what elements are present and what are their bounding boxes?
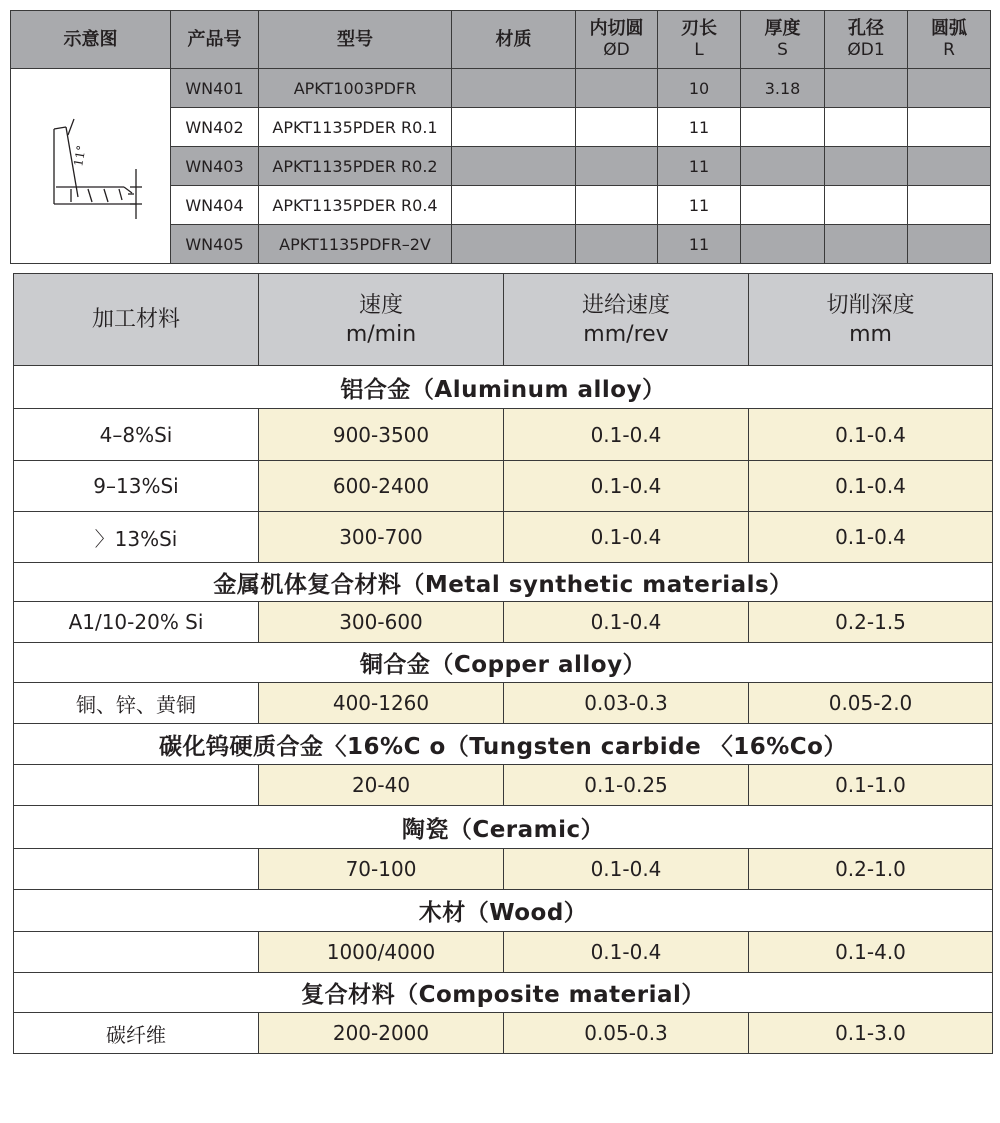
category-title: 碳化钨硬质合金〈16%C o（Tungsten carbide 〈16%Co） [14, 724, 993, 765]
cut-header-speed: 速度 m/min [259, 274, 504, 366]
spec-d [576, 69, 658, 108]
category-title: 铝合金（Aluminum alloy） [14, 366, 993, 409]
spec-model: APKT1003PDFR [259, 69, 452, 108]
category-title: 复合材料（Composite material） [14, 973, 993, 1013]
spec-l: 10 [658, 69, 741, 108]
category-row [14, 724, 993, 765]
spec-header-inscribed-circle: 内切圆 ØD [576, 11, 658, 69]
spec-d [576, 108, 658, 147]
cut-speed: 20-40 [259, 765, 504, 806]
cut-row [14, 409, 993, 461]
spec-header-edge-length: 刃长 L [658, 11, 741, 69]
spec-header-radius: 圆弧 R [908, 11, 991, 69]
spec-s [741, 147, 825, 186]
spec-s [741, 186, 825, 225]
spec-d1 [825, 186, 908, 225]
spec-model: APKT1135PDFR–2V [259, 225, 452, 264]
spec-model: APKT1135PDER R0.4 [259, 186, 452, 225]
spec-material [452, 69, 576, 108]
spec-l: 11 [658, 147, 741, 186]
category-row [14, 973, 993, 1013]
cut-row [14, 683, 993, 724]
cut-row [14, 932, 993, 973]
spec-header-material: 材质 [452, 11, 576, 69]
spec-s [741, 225, 825, 264]
cut-feed: 0.1-0.4 [504, 461, 749, 512]
cut-depth: 0.2-1.5 [749, 602, 993, 643]
cut-row [14, 602, 993, 643]
spec-product: WN403 [171, 147, 259, 186]
cut-depth: 0.1-0.4 [749, 461, 993, 512]
cut-feed: 0.1-0.4 [504, 602, 749, 643]
spec-model: APKT1135PDER R0.1 [259, 108, 452, 147]
insert-spec-table [10, 10, 991, 264]
cut-feed: 0.1-0.4 [504, 932, 749, 973]
clearance-angle-label: 11° [70, 144, 89, 168]
category-title: 木材（Wood） [14, 890, 993, 932]
cut-speed: 300-700 [259, 512, 504, 563]
category-title: 金属机体复合材料（Metal synthetic materials） [14, 563, 993, 602]
spec-model: APKT1135PDER R0.2 [259, 147, 452, 186]
category-row [14, 806, 993, 849]
cut-depth: 0.1-0.4 [749, 512, 993, 563]
cut-speed: 600-2400 [259, 461, 504, 512]
spec-header-model: 型号 [259, 11, 452, 69]
spec-product: WN405 [171, 225, 259, 264]
spec-header-product: 产品号 [171, 11, 259, 69]
spec-material [452, 186, 576, 225]
cut-material [14, 932, 259, 973]
cut-material [14, 765, 259, 806]
spec-product: WN401 [171, 69, 259, 108]
spec-row [11, 69, 991, 108]
cut-speed: 1000/4000 [259, 932, 504, 973]
cut-feed: 0.1-0.25 [504, 765, 749, 806]
cut-speed: 70-100 [259, 849, 504, 890]
cut-feed: 0.1-0.4 [504, 849, 749, 890]
cut-feed: 0.1-0.4 [504, 409, 749, 461]
cut-material: 铜、锌、黄铜 [14, 683, 259, 724]
cut-material: 4–8%Si [14, 409, 259, 461]
cut-speed: 300-600 [259, 602, 504, 643]
cutting-parameters-table [13, 273, 993, 1054]
category-row [14, 563, 993, 602]
spec-r [908, 108, 991, 147]
cut-depth: 0.2-1.0 [749, 849, 993, 890]
spec-header-diagram: 示意图 [11, 11, 171, 69]
cut-row [14, 1013, 993, 1054]
cut-depth: 0.05-2.0 [749, 683, 993, 724]
spec-product: WN402 [171, 108, 259, 147]
cut-feed: 0.1-0.4 [504, 512, 749, 563]
cut-speed: 200-2000 [259, 1013, 504, 1054]
cut-header-feed: 进给速度 mm/rev [504, 274, 749, 366]
spec-header-hole-diameter: 孔径 ØD1 [825, 11, 908, 69]
cut-header-material: 加工材料 [14, 274, 259, 366]
spec-l: 11 [658, 108, 741, 147]
insert-diagram-cell [11, 69, 171, 264]
spec-r [908, 186, 991, 225]
category-row [14, 890, 993, 932]
spec-d1 [825, 225, 908, 264]
spec-l: 11 [658, 186, 741, 225]
cut-material: A1/10-20% Si [14, 602, 259, 643]
spec-material [452, 225, 576, 264]
cut-feed: 0.03-0.3 [504, 683, 749, 724]
cut-header-row [14, 274, 993, 366]
spec-r [908, 69, 991, 108]
cut-material [14, 849, 259, 890]
cut-depth: 0.1-3.0 [749, 1013, 993, 1054]
spec-header-row [11, 11, 991, 69]
cut-row [14, 849, 993, 890]
cut-material: 〉13%Si [14, 512, 259, 563]
spec-d [576, 225, 658, 264]
cut-row [14, 765, 993, 806]
spec-d1 [825, 108, 908, 147]
cut-depth: 0.1-4.0 [749, 932, 993, 973]
cut-speed: 400-1260 [259, 683, 504, 724]
spec-s: 3.18 [741, 69, 825, 108]
cut-row [14, 512, 993, 563]
cut-material: 碳纤维 [14, 1013, 259, 1054]
category-row [14, 643, 993, 683]
spec-d [576, 186, 658, 225]
category-row [14, 366, 993, 409]
cut-speed: 900-3500 [259, 409, 504, 461]
spec-d1 [825, 147, 908, 186]
spec-material [452, 108, 576, 147]
cut-feed: 0.05-0.3 [504, 1013, 749, 1054]
cut-depth: 0.1-1.0 [749, 765, 993, 806]
spec-d [576, 147, 658, 186]
spec-s [741, 108, 825, 147]
spec-d1 [825, 69, 908, 108]
cut-depth: 0.1-0.4 [749, 409, 993, 461]
spec-r [908, 147, 991, 186]
insert-profile-diagram [16, 69, 166, 259]
spec-l: 11 [658, 225, 741, 264]
cut-header-depth: 切削深度 mm [749, 274, 993, 366]
spec-header-thickness: 厚度 S [741, 11, 825, 69]
cut-row [14, 461, 993, 512]
category-title: 铜合金（Copper alloy） [14, 643, 993, 683]
cut-material: 9–13%Si [14, 461, 259, 512]
spec-material [452, 147, 576, 186]
category-title: 陶瓷（Ceramic） [14, 806, 993, 849]
spec-product: WN404 [171, 186, 259, 225]
spec-r [908, 225, 991, 264]
